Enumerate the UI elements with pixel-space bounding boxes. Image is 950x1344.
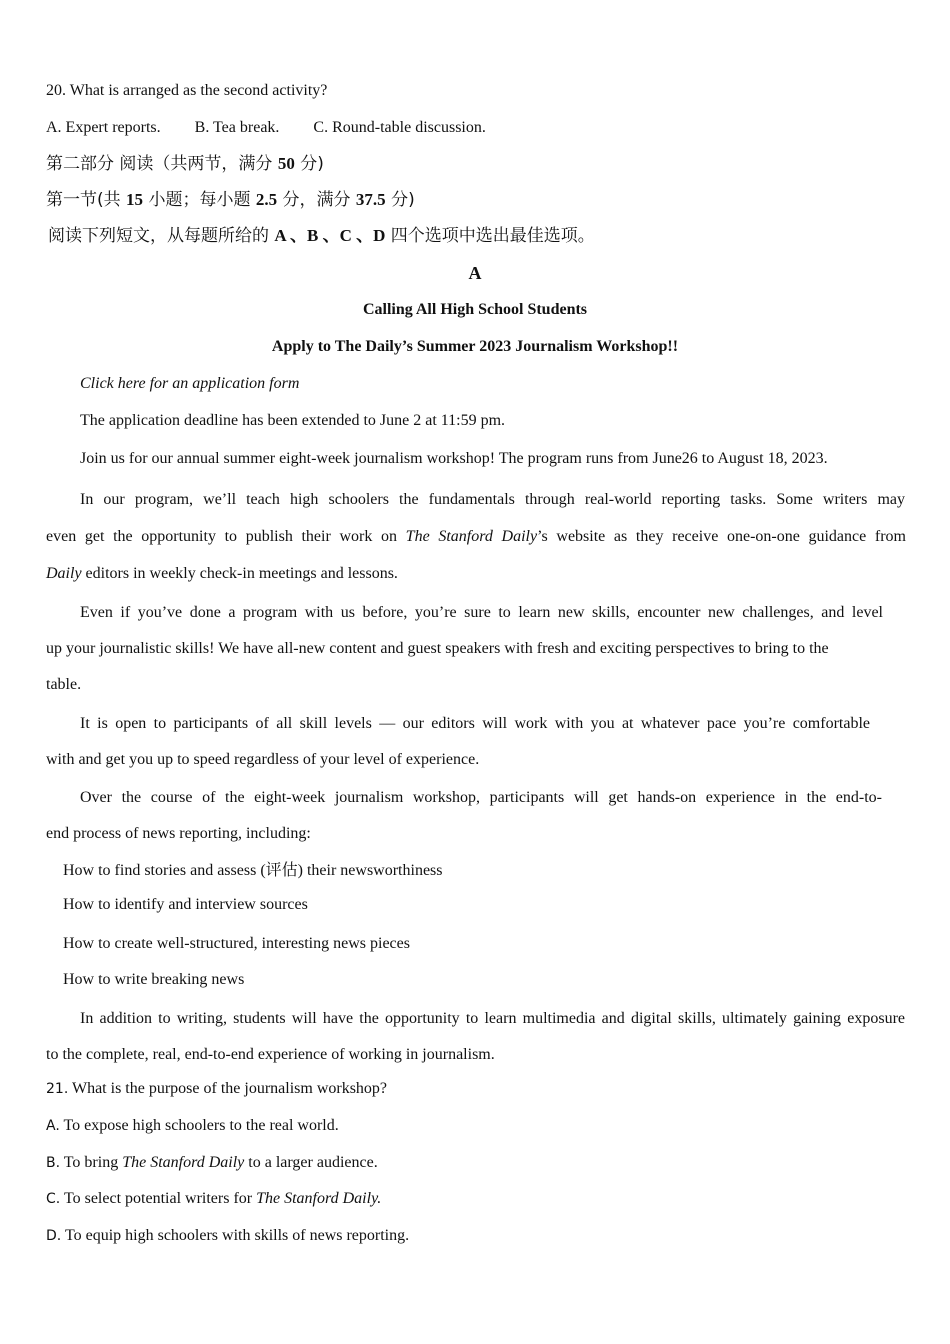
passage-label: A [468, 263, 482, 283]
deadline-text: The application deadline has been extended to June 2 at 11:59 pm. [80, 412, 506, 429]
list-item: How to create well-structured, interesting news pieces [63, 935, 410, 952]
part-heading: 第二部分 阅读（共两节，满分 50 分) [46, 154, 324, 174]
application-link[interactable]: Click here for an application form [80, 375, 300, 392]
q20-option-c: C. Round-table discussion. [313, 119, 486, 136]
p3-line: It is open to participants of all skill levels — our editors will work with you at whatever pace you’re comfortable [80, 715, 870, 732]
q20-question: 20. What is arranged as the second activity? [46, 82, 328, 99]
p3-line: with and get you up to speed regardless of your level of experience. [46, 751, 480, 768]
p5-line: In addition to writing, students will have the opportunity to learn multimedia and digital skills, ultimately gaining exposure [80, 1010, 905, 1027]
p5-line: to the complete, real, end-to-end experience of working in journalism. [46, 1046, 495, 1063]
q20-option-b: B. Tea break. [194, 119, 280, 136]
passage-subtitle: Apply to The Daily’s Summer 2023 Journalism Workshop!! [271, 338, 679, 355]
reading-instructions: 阅读下列短文，从每题所给的 A 、B 、C 、D 四个选项中选出最佳选项。 [48, 226, 595, 246]
q21-option-a: A. To expose high schoolers to the real world. [46, 1117, 339, 1134]
list-item: How to find stories and assess (评估) their newsworthiness [63, 862, 443, 879]
p2-line: up your journalistic skills! We have all-new content and guest speakers with fresh and exciting perspectives to bring to the [46, 640, 829, 657]
section-heading: 第一节(共 15 小题；每小题 2.5 分，满分 37.5 分) [46, 190, 415, 210]
list-item: How to write breaking news [63, 971, 245, 988]
q20-option-a: A. Expert reports. [46, 119, 161, 136]
p4-line: Over the course of the eight-week journalism workshop, participants will get hands-on experience in the end-to- [80, 789, 882, 806]
p4-line: end process of news reporting, including: [46, 825, 311, 842]
p2-line: table. [46, 676, 82, 693]
q21-option-c: C. To select potential writers for The Stanford Daily. [46, 1190, 382, 1207]
p2-line: Even if you’ve done a program with us before, you’re sure to learn new skills, encounter new challenges, and level [80, 604, 883, 621]
q21-option-d: D. To equip high schoolers with skills of news reporting. [46, 1227, 410, 1244]
passage-title: Calling All High School Students [362, 301, 588, 318]
q20-options [46, 118, 486, 138]
p1-line: Daily editors in weekly check-in meetings and lessons. [46, 565, 398, 582]
list-item: How to identify and interview sources [63, 896, 308, 913]
q21-question: 21. What is the purpose of the journalism workshop? [46, 1080, 388, 1097]
join-text: Join us for our annual summer eight-week journalism workshop! The program runs from June26 to August 18, 2023. [80, 450, 828, 467]
p1-line: In our program, we’ll teach high schoolers the fundamentals through real-world reporting tasks. Some writers may [80, 491, 905, 508]
q21-option-b: B. To bring The Stanford Daily to a larger audience. [46, 1154, 378, 1171]
p1-line: even get the opportunity to publish their work on The Stanford Daily’s website as they receive one-on-one guidance from [46, 528, 906, 545]
